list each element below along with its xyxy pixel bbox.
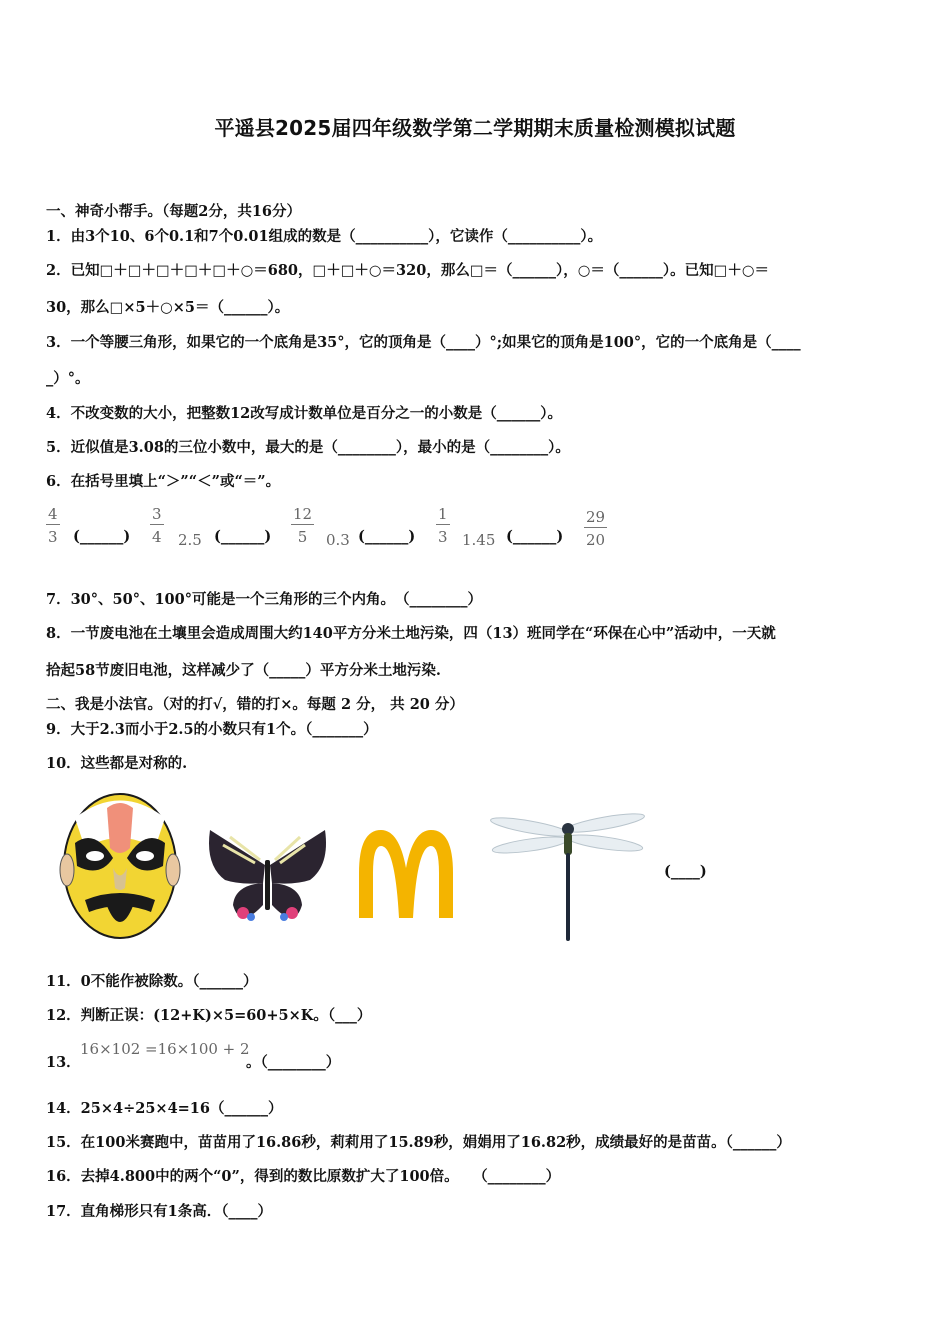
- section-1-heading: 一、神奇小帮手。（每题2分，共16分）: [46, 203, 302, 220]
- fraction-3-4: $\frac{3}{4}$: [152, 505, 162, 546]
- butterfly-image: [205, 825, 330, 935]
- question-15: 15．在100米赛跑中，苗苗用了16.86秒，莉莉用了15.89秒，娟娟用了16.82秒，成绩最好的是苗苗。（______）: [46, 1134, 791, 1151]
- value-1-45: 1.45: [462, 531, 496, 549]
- question-8-line-1: 8．一节废电池在土壤里会造成周围大约140平方分米土地污染，四（13）班同学在“环保在心中”活动中，一天就: [46, 625, 776, 642]
- fraction-4-3: $\frac{4}{3}$: [48, 505, 58, 546]
- question-16: 16．去掉4.800中的两个“0”，得到的数比原数扩大了100倍。 （________）: [46, 1168, 561, 1185]
- question-12: 12．判断正误：(12+K)×5=60+5×K。（___）: [46, 1007, 372, 1024]
- opera-mask-image: [55, 788, 185, 943]
- page-title: 平遥县2025届四年级数学第二学期期末质量检测模拟试题: [214, 116, 736, 140]
- fraction-1-3: $\frac{1}{3}$: [438, 505, 448, 546]
- question-4: 4．不改变数的大小，把整数12改写成计数单位是百分之一的小数是（______）。: [46, 405, 563, 422]
- comparison-blank-1[interactable]: (______): [73, 528, 131, 545]
- question-3-line-2: _）°。: [46, 370, 90, 387]
- question-3-line-1: 3．一个等腰三角形，如果它的一个底角是35°，它的顶角是（____）°;如果它的顶角是100°，它的一个底角是（____: [46, 334, 801, 351]
- fraction-12-5: $\frac{12}{5}$: [293, 505, 313, 546]
- comparison-row: [46, 505, 916, 555]
- golden-arches-logo: [355, 828, 457, 920]
- question-17: 17．直角梯形只有1条高．（____）: [46, 1203, 273, 1220]
- question-6: 6．在括号里填上“＞”“＜”或“＝”。: [46, 473, 281, 490]
- section-2-heading: 二、我是小法官。（对的打√，错的打×。每题 2 分， 共 20 分）: [46, 696, 464, 713]
- question-1: 1．由3个10、6个0.1和7个0.01组成的数是（__________），它读作（__________）。: [46, 228, 603, 245]
- value-2-5: 2.5: [178, 531, 202, 549]
- question-2-line-2: 30，那么□×5＋○×5＝（______）。: [46, 299, 290, 316]
- question-2-line-1: 2．已知□＋□＋□＋□＋□＋○＝680，□＋□＋○＝320，那么□＝（______），○＝（______）。已知□＋○＝: [46, 262, 770, 279]
- question-8-line-2: 拾起58节废旧电池，这样减少了（_____）平方分米土地污染.: [46, 662, 441, 679]
- question-13-blank: 。（________）: [246, 1054, 341, 1071]
- question-7: 7．30°、50°、100°可能是一个三角形的三个内角。 （________）: [46, 591, 482, 608]
- fraction-29-20: $\frac{29}{20}$: [586, 508, 606, 549]
- question-14: 14．25×4÷25×4=16（______）: [46, 1100, 283, 1117]
- question-13-expression: 16×102 =16×100 + 2: [80, 1040, 250, 1058]
- value-0-3: 0.3: [326, 531, 350, 549]
- question-13-label: 13．: [46, 1054, 81, 1071]
- comparison-blank-2[interactable]: (______): [214, 528, 272, 545]
- question-9: 9．大于2.3而小于2.5的小数只有1个。（_______）: [46, 721, 378, 738]
- comparison-blank-4[interactable]: (______): [506, 528, 564, 545]
- question-11: 11．0不能作被除数。（______）: [46, 973, 258, 990]
- question-10: 10．这些都是对称的.: [46, 755, 188, 772]
- question-5: 5．近似值是3.08的三位小数中，最大的是（________），最小的是（________）。: [46, 439, 570, 456]
- dragonfly-image: [490, 805, 645, 945]
- question-10-blank[interactable]: (____): [664, 863, 707, 880]
- comparison-blank-3[interactable]: (______): [358, 528, 416, 545]
